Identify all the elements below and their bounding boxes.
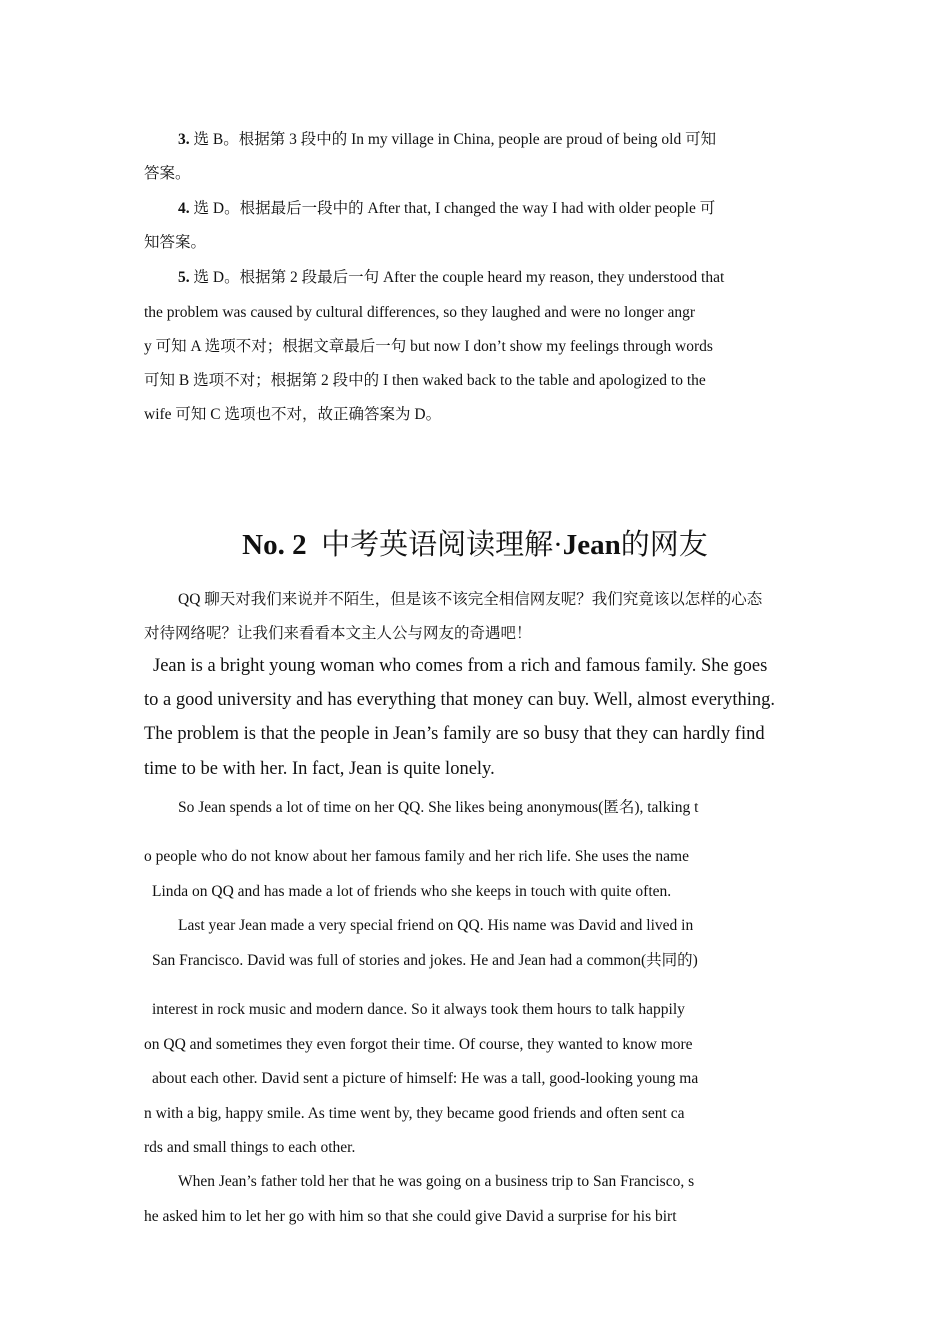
answer-4-line-1: 4. 选 D。根据最后一段中的 After that, I changed the way I had with older people 可 (178, 200, 716, 217)
para1-line-4: time to be with her. In fact, Jean is quite lonely. (144, 759, 495, 779)
para2-line-1: So Jean spends a lot of time on her QQ. She likes being anonymous(匿名), talking t (178, 799, 699, 816)
para2-line-2: o people who do not know about her famous family and her rich life. She uses the name (144, 848, 689, 865)
page-title: No. 2 中考英语阅读理解·Jean的网友 (242, 529, 708, 561)
para3-line-2: San Francisco. David was full of stories and jokes. He and Jean had a common(共同的) (152, 952, 698, 969)
answer-4-line-2: 知答案。 (144, 234, 207, 251)
answer-5-line-4: 可知 B 选项不对；根据第 2 段中的 I then waked back to the table and apologized to the (144, 372, 706, 389)
para1-line-2: to a good university and has everything that money can buy. Well, almost everything. (144, 690, 775, 710)
answer-5-line-1: 5. 选 D。根据第 2 段最后一句 After the couple heard my reason, they understood that (178, 269, 725, 286)
para4-line-2: he asked him to let her go with him so that she could give David a surprise for his birt (144, 1208, 677, 1225)
para3-line-6: n with a big, happy smile. As time went by, they became good friends and often sent ca (144, 1105, 685, 1122)
para2-line-3: Linda on QQ and has made a lot of friends who she keeps in touch with quite often. (152, 883, 672, 900)
answer-3-line-2: 答案。 (144, 165, 191, 182)
answer-5-line-2: the problem was caused by cultural differences, so they laughed and were no longer angr (144, 304, 696, 321)
para3-line-1: Last year Jean made a very special friend on QQ. His name was David and lived in (178, 917, 694, 934)
intro-line-1: QQ 聊天对我们来说并不陌生，但是该不该完全相信网友呢？我们究竟该以怎样的心态 (178, 591, 763, 608)
para1-line-3: The problem is that the people in Jean’s family are so busy that they can hardly find (144, 724, 765, 744)
answer-3-line-1: 3. 选 B。根据第 3 段中的 In my village in China, people are proud of being old 可知 (178, 131, 717, 148)
para3-line-3: interest in rock music and modern dance. So it always took them hours to talk happily (152, 1001, 685, 1018)
para1-line-1: Jean is a bright young woman who comes from a rich and famous family. She goes (153, 656, 768, 676)
para3-line-7: rds and small things to each other. (144, 1139, 356, 1156)
para4-line-1: When Jean’s father told her that he was going on a business trip to San Francisco, s (178, 1173, 695, 1190)
para3-line-5: about each other. David sent a picture of himself: He was a tall, good-looking young ma (152, 1070, 699, 1087)
answer-5-line-5: wife 可知 C 选项也不对，故正确答案为 D。 (144, 406, 442, 423)
intro-line-2: 对待网络呢？让我们来看看本文主人公与网友的奇遇吧！ (144, 625, 532, 642)
para3-line-4: on QQ and sometimes they even forgot their time. Of course, they wanted to know more (144, 1036, 693, 1053)
answer-5-line-3: y 可知 A 选项不对；根据文章最后一句 but now I don’t show my feelings through words (144, 338, 713, 355)
